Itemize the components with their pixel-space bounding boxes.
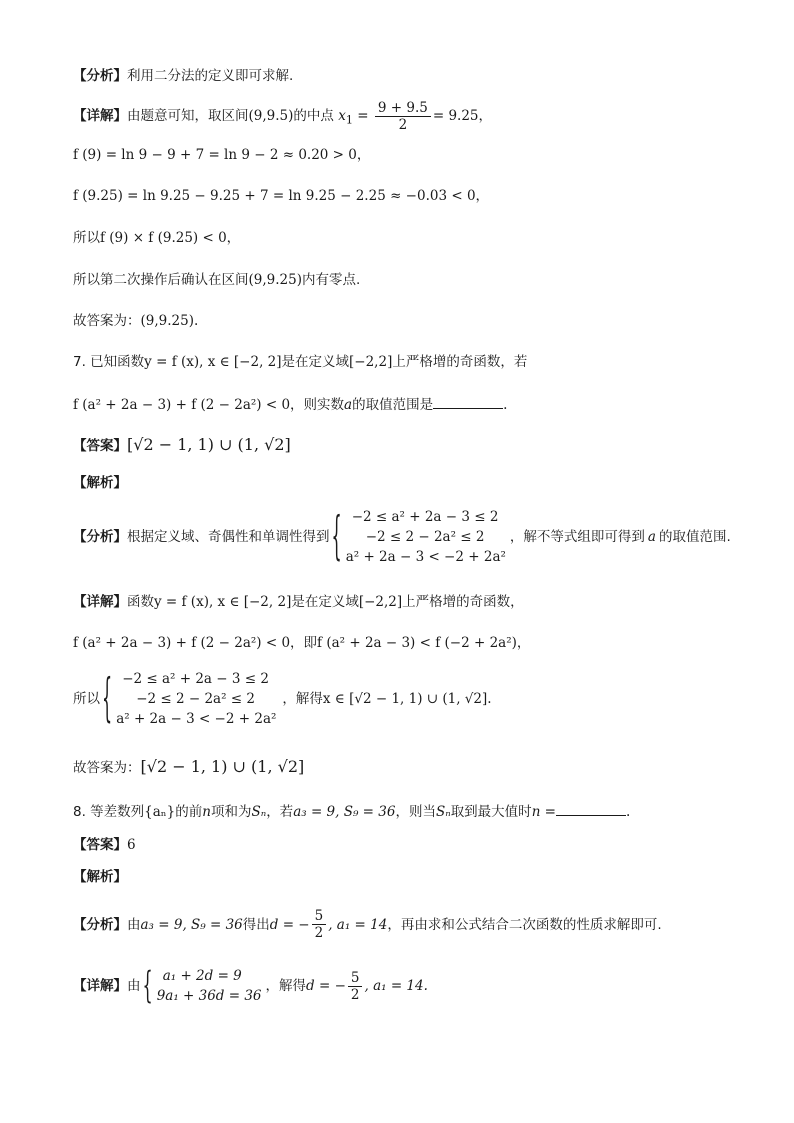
q8-given: a₃ = 9, S₉ = 36 xyxy=(293,804,396,820)
final-prefix: 故答案为： xyxy=(73,760,141,776)
detail-fraction xyxy=(348,970,363,1003)
fraction-denominator: 2 xyxy=(398,117,408,133)
conclusion-interval: (9,9.25) xyxy=(248,272,302,288)
q7-stem-line2 xyxy=(73,394,507,415)
q7-detail-line1 xyxy=(73,592,524,612)
q7-inequality: f (a² + 2a − 3) + f (2 − 2a²) < 0 xyxy=(73,397,291,413)
variable-Sn: Sₙ xyxy=(251,804,267,820)
q8-sequence: {aₙ} xyxy=(144,804,176,820)
q7-stem-line1 xyxy=(73,352,527,372)
detail-function: y = f (x), x ∈ [−2, 2] xyxy=(154,594,292,610)
q7-final-line xyxy=(73,757,304,778)
analysis-tail: 的取值范围. xyxy=(658,529,731,545)
period: . xyxy=(626,804,631,820)
x1-subscript: 1 xyxy=(345,113,353,127)
analysis-tag: 【分析】 xyxy=(73,529,127,545)
q7-stem-text: 是在定义域 xyxy=(281,354,350,370)
answer-blank xyxy=(433,394,503,409)
q7-range-text: 的取值范围是 xyxy=(352,397,434,413)
q8-answer-line xyxy=(73,835,136,855)
left-brace: { xyxy=(331,505,342,566)
analysis-dechu: 得出 xyxy=(242,916,270,933)
system-row-3: a² + 2a − 3 < −2 + 2a² xyxy=(116,711,277,727)
analysis-d: d = − xyxy=(269,916,310,933)
interval: (9,9.5) xyxy=(248,108,294,124)
q8-jiexi-line xyxy=(73,867,127,887)
x1-fraction xyxy=(375,100,431,133)
system-row-2: −2 ≤ 2 − 2a² ≤ 2 xyxy=(365,529,485,545)
period: . xyxy=(503,397,508,413)
q7-number: 7. 已知函数 xyxy=(73,354,145,370)
q7-stem-suffix: 上严格增的奇函数，若 xyxy=(392,354,528,370)
q6-f9-line xyxy=(73,145,370,165)
detail-domain: [−2,2] xyxy=(358,594,403,610)
q8-text-5: 取到最大值时 xyxy=(450,804,532,820)
detail-inequality-2: f (a² + 2a − 3) < f (−2 + 2a²)， xyxy=(317,635,531,651)
n-equals: n = xyxy=(531,804,556,820)
system-row-3: a² + 2a − 3 < −2 + 2a² xyxy=(345,549,506,565)
analysis-tail: ，再由求和公式结合二次函数的性质求解即可. xyxy=(387,916,662,933)
detail-d: d = − xyxy=(306,978,346,994)
equation-system xyxy=(141,963,262,1007)
system-row-1: −2 ≤ a² + 2a − 3 ≤ 2 xyxy=(351,509,499,525)
system-row-1: −2 ≤ a² + 2a − 3 ≤ 2 xyxy=(122,671,269,687)
detail-a1: , a₁ = 14. xyxy=(364,978,428,994)
q8-text-4: ，则当 xyxy=(395,804,436,820)
answer-tag: 【答案】 xyxy=(73,438,127,454)
left-brace: { xyxy=(102,667,113,728)
jiexi-tag: 【解析】 xyxy=(73,869,127,885)
x1-result: = 9.25， xyxy=(432,108,493,124)
variable-a: a xyxy=(647,529,656,545)
detail-tag: 【详解】 xyxy=(73,108,127,124)
analysis-given: a₃ = 9, S₉ = 36 xyxy=(140,916,243,933)
detail-inequality-system xyxy=(100,669,276,729)
f9-expression: f (9) = ln 9 − 9 + 7 = ln 9 − 2 ≈ 0.20 > 0， xyxy=(73,147,371,163)
q8-text-3: ，若 xyxy=(266,804,294,820)
detail-tag: 【详解】 xyxy=(73,594,127,610)
left-brace: { xyxy=(142,963,153,1007)
q6-conclusion-line xyxy=(73,270,360,290)
q7-answer: [√2 − 1, 1) ∪ (1, √2] xyxy=(127,435,291,454)
detail-text: 由题意可知，取区间 xyxy=(127,108,249,124)
q8-answer: 6 xyxy=(127,837,136,853)
product-prefix: 所以 xyxy=(73,230,100,246)
analysis-after: ，解不等式组即可得到 xyxy=(509,529,645,545)
detail-ji: ，即 xyxy=(290,635,318,651)
q6-answer-line xyxy=(73,311,198,331)
inequality-system xyxy=(330,507,506,567)
fraction-numerator: 5 xyxy=(312,908,327,925)
conclusion-prefix: 所以第二次操作后确认在区间 xyxy=(73,272,249,288)
variable-a: a xyxy=(344,397,353,413)
detail-result: x ∈ [√2 − 1, 1) ∪ (1, √2]. xyxy=(322,691,492,707)
jiexi-tag: 【解析】 xyxy=(73,475,127,491)
detail-text: 函数 xyxy=(127,594,154,610)
product-expression: f (9) × f (9.25) < 0， xyxy=(100,230,241,246)
detail-text-2: 的中点 xyxy=(293,108,334,124)
q8-text: 的前 xyxy=(175,804,203,820)
q7-answer-line xyxy=(73,435,291,456)
detail-after: ，解得 xyxy=(282,691,323,707)
variable-Sn: Sₙ xyxy=(435,804,451,820)
final-value: [√2 − 1, 1) ∪ (1, √2] xyxy=(140,757,305,776)
analysis-tag: 【分析】 xyxy=(73,68,127,84)
q7-detail-line2 xyxy=(73,633,530,653)
fraction-numerator: 5 xyxy=(348,970,363,987)
detail-prefix: 所以 xyxy=(73,691,100,707)
detail-jiede: ，解得 xyxy=(265,978,307,994)
fraction-denominator: 2 xyxy=(314,925,324,941)
system-row-1: a₁ + 2d = 9 xyxy=(162,968,242,984)
q6-analysis-line xyxy=(73,66,293,86)
q7-jiexi-line xyxy=(73,473,127,493)
fraction-numerator: 9 + 9.5 xyxy=(375,100,431,117)
detail-text-3: 上严格增的奇函数， xyxy=(402,594,524,610)
conclusion-suffix: 内有零点. xyxy=(301,272,361,288)
answer-blank xyxy=(556,801,626,816)
variable-n: n xyxy=(202,804,211,820)
q8-text-2: 项和为 xyxy=(210,804,252,820)
detail-you: 由 xyxy=(127,978,141,994)
detail-text-2: 是在定义域 xyxy=(291,594,359,610)
q8-number: 8. 等差数列 xyxy=(73,804,145,820)
analysis-text: 根据定义域、奇偶性和单调性得到 xyxy=(127,529,330,545)
q7-domain: [−2,2] xyxy=(349,354,393,370)
q8-stem-line xyxy=(73,801,630,822)
q6-product-line xyxy=(73,228,240,248)
q7-function: y = f (x), x ∈ [−2, 2] xyxy=(144,354,282,370)
q7-stem-text-2: ，则实数 xyxy=(290,397,345,413)
analysis-tag: 【分析】 xyxy=(73,916,127,933)
x1-variable: x xyxy=(338,108,346,124)
analysis-you: 由 xyxy=(127,916,141,933)
detail-tag: 【详解】 xyxy=(73,978,127,994)
q8-analysis-line xyxy=(73,908,662,941)
analysis-a1: , a₁ = 14 xyxy=(328,916,388,933)
f925-expression: f (9.25) = ln 9.25 − 9.25 + 7 = ln 9.25 − 2.25 ≈ −0.03 < 0， xyxy=(73,188,490,204)
system-row-2: 9a₁ + 36d = 36 xyxy=(156,988,262,1004)
answer-tag: 【答案】 xyxy=(73,837,127,853)
detail-inequality: f (a² + 2a − 3) + f (2 − 2a²) < 0 xyxy=(73,635,291,651)
q8-detail-line xyxy=(73,963,428,1007)
answer-prefix: 故答案为： xyxy=(73,313,141,329)
analysis-text: 利用二分法的定义即可求解. xyxy=(127,68,294,84)
q6-detail-line: 【详解】由题意可知，取区间(9,9.5)的中点 $x_1$ = $\frac{9 + 9.5}{2}$ = 9.25， xyxy=(73,100,493,133)
q7-analysis-block xyxy=(73,507,731,567)
q6-f925-line xyxy=(73,186,489,206)
q7-detail-block xyxy=(73,669,492,729)
answer-value: (9,9.25). xyxy=(140,313,199,329)
fraction-denominator: 2 xyxy=(350,986,360,1003)
analysis-fraction xyxy=(312,908,327,941)
system-row-2: −2 ≤ 2 − 2a² ≤ 2 xyxy=(136,691,255,707)
